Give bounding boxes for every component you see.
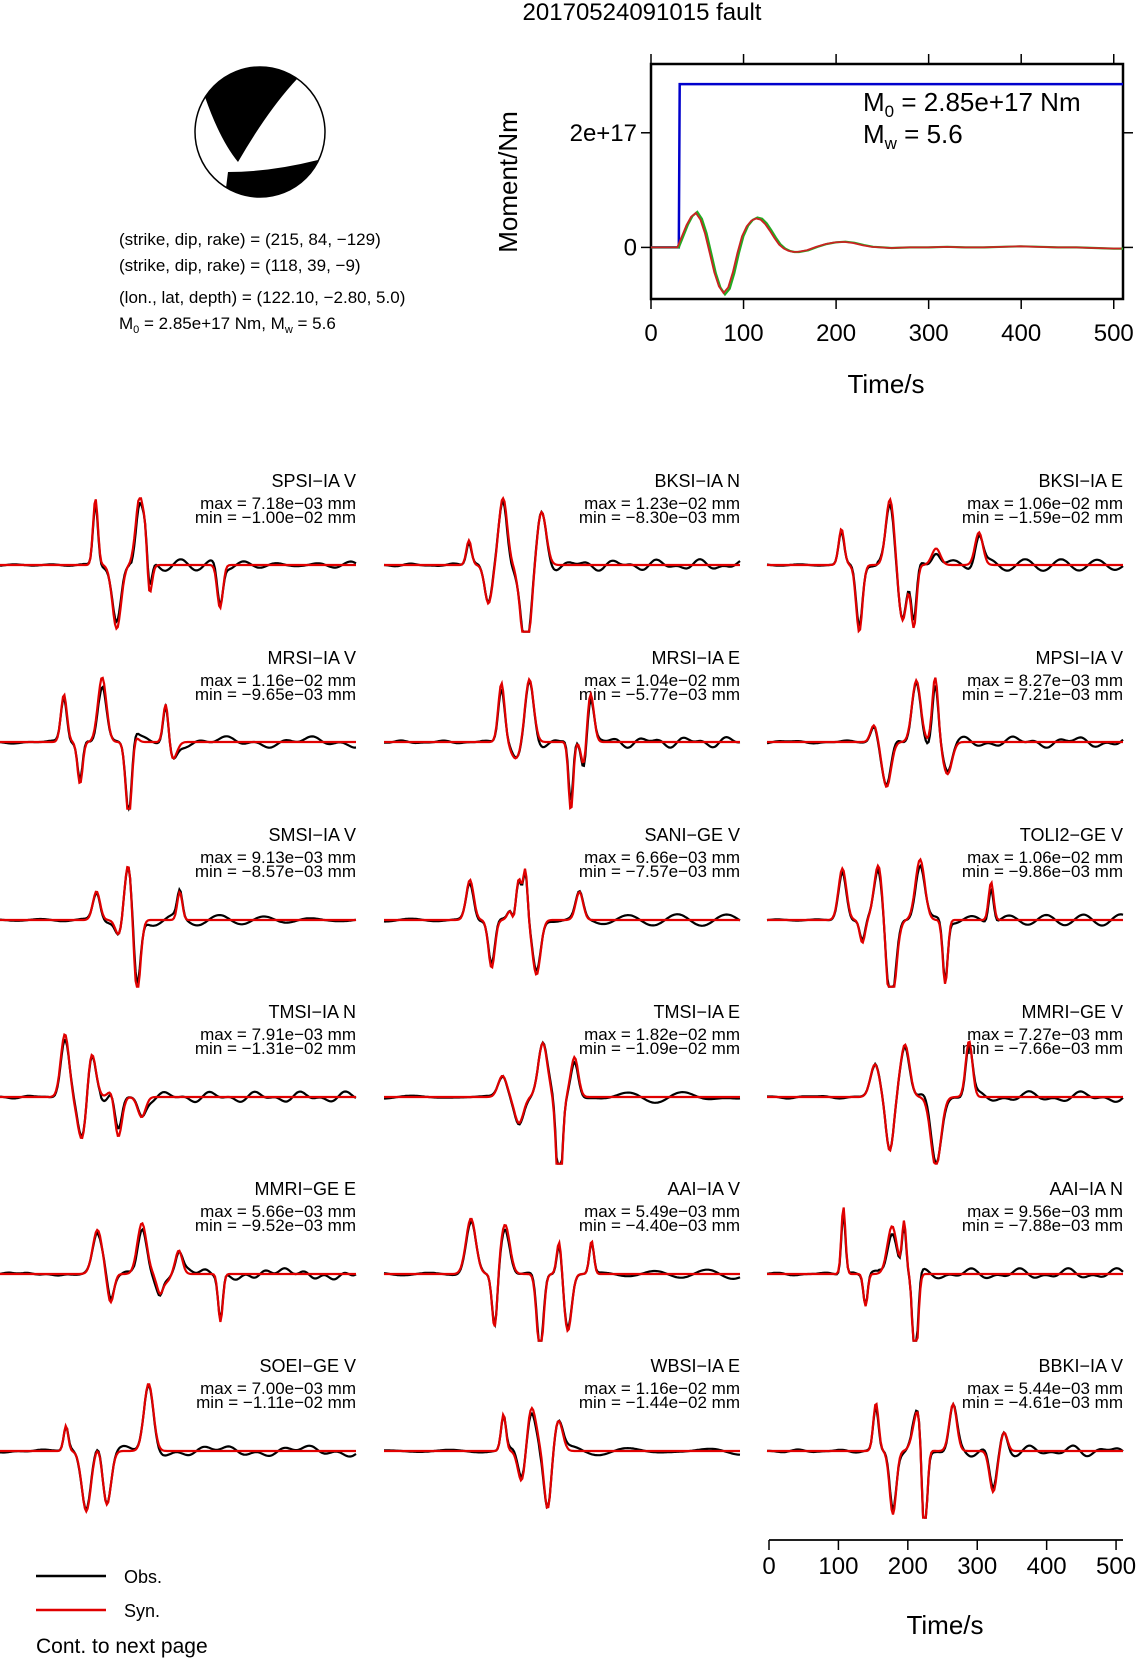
waveform-comparison-grid xyxy=(0,471,1123,1518)
waveform-min-label: min = −1.09e−02 mm xyxy=(578,1039,740,1058)
moment-y-tick-label: 0 xyxy=(623,234,637,262)
continued-note: Cont. to next page xyxy=(36,1635,208,1658)
waveform-panel xyxy=(0,825,356,987)
waveform-min-label: min = −7.57e−03 mm xyxy=(578,862,740,881)
waveform-min-label: min = −7.66e−03 mm xyxy=(961,1039,1123,1058)
waveform-x-tick-label: 300 xyxy=(957,1553,998,1580)
waveform-min-label: min = −1.44e−02 mm xyxy=(578,1393,740,1412)
station-label: BBKI−IA V xyxy=(1038,1356,1123,1376)
waveform-max-label: max = 1.04e−02 mm xyxy=(584,671,740,690)
waveform-x-tick-label: 100 xyxy=(818,1553,859,1580)
moment-x-axis-label: Time/s xyxy=(847,369,925,399)
waveform-max-label: max = 8.27e−03 mm xyxy=(967,671,1123,690)
waveform-max-label: max = 7.27e−03 mm xyxy=(967,1025,1123,1044)
waveform-panel xyxy=(384,1179,740,1341)
moment-rate-line-a xyxy=(651,212,1123,295)
waveform-max-label: max = 9.56e−03 mm xyxy=(967,1202,1123,1221)
waveform-min-label: min = −9.52e−03 mm xyxy=(194,1216,356,1235)
observed-trace xyxy=(0,868,356,982)
waveform-max-label: max = 7.00e−03 mm xyxy=(200,1379,356,1398)
focal-mechanism-beachball xyxy=(195,67,325,197)
waveform-panel xyxy=(384,825,740,974)
waveform-time-axis xyxy=(762,1540,1136,1580)
waveform-panel xyxy=(0,471,356,629)
waveform-max-label: max = 1.16e−02 mm xyxy=(200,671,356,690)
waveform-max-label: max = 6.66e−03 mm xyxy=(584,848,740,867)
waveform-panel xyxy=(0,1356,356,1511)
moment-y-axis-label: Moment/Nm xyxy=(493,111,523,253)
legend xyxy=(36,1567,208,1658)
waveform-min-label: min = −7.88e−03 mm xyxy=(961,1216,1123,1235)
station-label: MRSI−IA V xyxy=(267,648,356,668)
station-label: SOEI−GE V xyxy=(259,1356,356,1376)
synthetic-trace xyxy=(0,1223,356,1322)
waveform-x-axis-label: Time/s xyxy=(906,1610,984,1640)
station-label: SMSI−IA V xyxy=(268,825,356,845)
observed-trace xyxy=(767,1404,1123,1518)
waveform-panel xyxy=(0,1002,356,1138)
param-lon-lat-depth: (lon., lat, depth) = (122.10, −2.80, 5.0) xyxy=(119,288,406,307)
legend-syn-label: Syn. xyxy=(124,1601,161,1621)
waveform-min-label: min = −4.40e−03 mm xyxy=(578,1216,740,1235)
waveform-panel xyxy=(767,648,1123,787)
station-label: MRSI−IA E xyxy=(651,648,740,668)
moment-x-tick-label: 500 xyxy=(1093,320,1134,347)
waveform-max-label: max = 1.06e−02 mm xyxy=(967,848,1123,867)
waveform-min-label: min = −8.30e−03 mm xyxy=(578,508,740,527)
waveform-min-label: min = −7.21e−03 mm xyxy=(961,685,1123,704)
waveform-panel xyxy=(767,1356,1123,1518)
waveform-panel xyxy=(767,1179,1123,1341)
moment-x-tick-label: 100 xyxy=(723,320,764,347)
moment-x-tick-label: 400 xyxy=(1001,320,1042,347)
moment-annotation-mw: $M_w = 5.6$ xyxy=(863,119,963,153)
param-moment-magnitude: $M_0 = 2.85e+17$ Nm, $M_w = 5.6$ xyxy=(119,314,336,336)
station-label: TMSI−IA N xyxy=(268,1002,356,1022)
synthetic-trace xyxy=(767,1404,1123,1518)
param-strike-dip-rake-1: (strike, dip, rake) = (215, 84, −129) xyxy=(119,230,381,249)
waveform-min-label: min = −4.61e−03 mm xyxy=(961,1393,1123,1412)
waveform-panel xyxy=(0,1179,356,1322)
station-label: WBSI−IA E xyxy=(650,1356,740,1376)
station-label: MPSI−IA V xyxy=(1035,648,1123,668)
waveform-panel xyxy=(384,648,740,808)
legend-obs-label: Obs. xyxy=(124,1567,163,1587)
waveform-panel xyxy=(384,1356,740,1508)
waveform-min-label: min = −1.11e−02 mm xyxy=(196,1393,356,1412)
waveform-max-label: max = 5.66e−03 mm xyxy=(200,1202,356,1221)
moment-rate-line-b xyxy=(650,213,1122,293)
waveform-x-tick-label: 500 xyxy=(1096,1553,1137,1580)
station-label: TMSI−IA E xyxy=(653,1002,740,1022)
station-label: AAI−IA V xyxy=(667,1179,740,1199)
moment-y-tick-label: 2e+17 xyxy=(569,119,637,147)
waveform-min-label: min = −1.00e−02 mm xyxy=(194,508,356,527)
waveform-max-label: max = 9.13e−03 mm xyxy=(200,848,356,867)
waveform-max-label: max = 5.44e−03 mm xyxy=(967,1379,1123,1398)
figure-title: 20170524091015 fault xyxy=(522,0,762,26)
station-label: TOLI2−GE V xyxy=(1019,825,1123,845)
station-label: MMRI−GE V xyxy=(1021,1002,1123,1022)
synthetic-trace xyxy=(767,1042,1123,1164)
waveform-x-tick-label: 200 xyxy=(887,1553,928,1580)
synthetic-trace xyxy=(384,1043,740,1164)
station-label: SANI−GE V xyxy=(644,825,740,845)
waveform-panel xyxy=(767,825,1123,987)
waveform-min-label: min = −9.86e−03 mm xyxy=(961,862,1123,881)
waveform-panel xyxy=(767,471,1123,631)
synthetic-trace xyxy=(384,1408,740,1507)
synthetic-trace xyxy=(384,1219,740,1341)
waveform-max-label: max = 1.16e−02 mm xyxy=(584,1379,740,1398)
moment-function-chart xyxy=(493,54,1134,399)
waveform-max-label: max = 1.23e−02 mm xyxy=(584,494,740,513)
moment-x-tick-label: 0 xyxy=(644,320,658,347)
waveform-max-label: max = 1.06e−02 mm xyxy=(967,494,1123,513)
waveform-max-label: max = 7.18e−03 mm xyxy=(200,494,356,513)
waveform-panel xyxy=(0,648,356,809)
waveform-min-label: min = −1.31e−02 mm xyxy=(194,1039,356,1058)
waveform-max-label: max = 5.49e−03 mm xyxy=(584,1202,740,1221)
waveform-panel xyxy=(384,471,740,632)
station-label: AAI−IA N xyxy=(1049,1179,1123,1199)
waveform-min-label: min = −1.59e−02 mm xyxy=(961,508,1123,527)
waveform-panel xyxy=(767,1002,1123,1164)
waveform-panel xyxy=(384,1002,740,1164)
observed-trace xyxy=(767,1045,1123,1163)
waveform-min-label: min = −5.77e−03 mm xyxy=(578,685,740,704)
moment-x-tick-label: 200 xyxy=(816,320,857,347)
station-label: BKSI−IA E xyxy=(1038,471,1123,491)
waveform-x-tick-label: 0 xyxy=(762,1553,776,1580)
waveform-x-tick-label: 400 xyxy=(1026,1553,1067,1580)
station-label: MMRI−GE E xyxy=(254,1179,356,1199)
waveform-min-label: min = −9.65e−03 mm xyxy=(194,685,356,704)
moment-x-tick-label: 300 xyxy=(908,320,949,347)
synthetic-trace xyxy=(0,867,356,987)
observed-trace xyxy=(767,866,1123,987)
moment-annotation-m0: $M_0 = 2.85e+17$ Nm xyxy=(863,87,1081,121)
station-label: BKSI−IA N xyxy=(654,471,740,491)
source-parameters xyxy=(119,230,405,336)
param-strike-dip-rake-2: (strike, dip, rake) = (118, 39, −9) xyxy=(119,256,361,275)
waveform-max-label: max = 7.91e−03 mm xyxy=(200,1025,356,1044)
station-label: SPSI−IA V xyxy=(271,471,356,491)
waveform-min-label: min = −8.57e−03 mm xyxy=(194,862,356,881)
waveform-max-label: max = 1.82e−02 mm xyxy=(584,1025,740,1044)
